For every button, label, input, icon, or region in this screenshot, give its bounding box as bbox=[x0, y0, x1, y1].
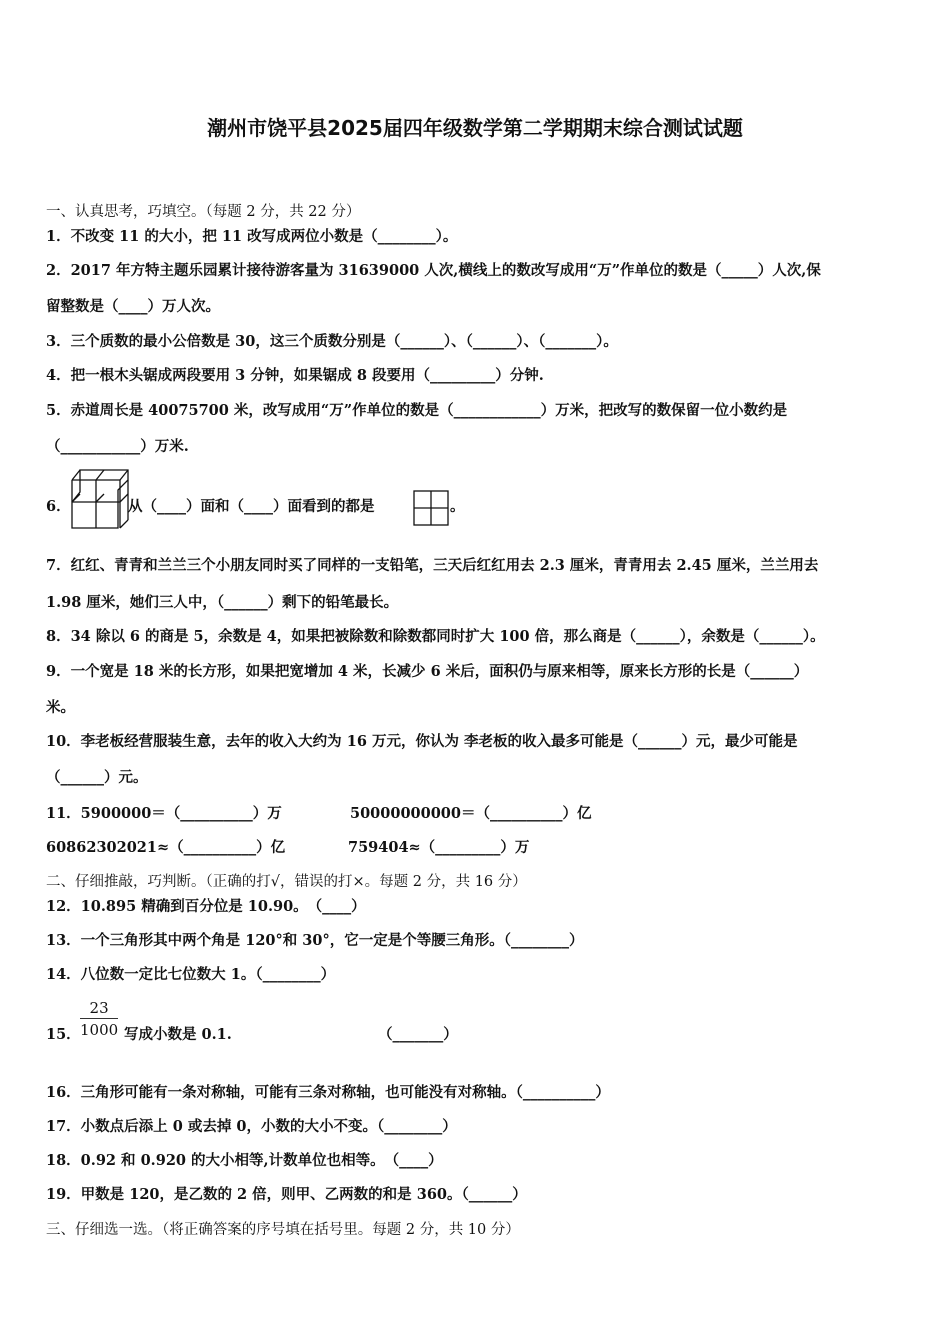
fraction-denominator: 1000 bbox=[80, 1021, 119, 1039]
question-14: 14．八位数一定比七位数大 1。（________） bbox=[46, 966, 336, 983]
question-9-line-1: 9．一个宽是 18 米的长方形，如果把宽增加 4 米，长减少 6 米后，面积仍与原来相等，原来长方形的长是（______） bbox=[46, 663, 809, 680]
question-7-line-2: 1.98 厘米，她们三人中，（______）剩下的铅笔最长。 bbox=[46, 594, 399, 611]
question-16: 16．三角形可能有一条对称轴，可能有三条对称轴，也可能没有对称轴。（__________） bbox=[46, 1084, 610, 1101]
question-11-part-3: 60862302021≈（__________）亿 bbox=[46, 839, 286, 856]
question-17: 17．小数点后添上 0 或去掉 0，小数的大小不变。（________） bbox=[46, 1118, 457, 1135]
question-1: 1．不改变 11 的大小，把 11 改写成两位小数是（________）。 bbox=[46, 228, 458, 245]
question-11-part-2: 50000000000＝（__________）亿 bbox=[350, 805, 592, 822]
question-6-text: 从（____）面和（____）面看到的都是 bbox=[128, 498, 375, 515]
fraction bbox=[80, 998, 118, 1041]
question-15-text: 写成小数是 0.1. bbox=[124, 1026, 232, 1043]
question-13: 13．一个三角形其中两个角是 120°和 30°，它一定是个等腰三角形。（________） bbox=[46, 932, 584, 949]
question-2-line-1: 2．2017 年方特主题乐园累计接待游客量为 31639000 人次,横线上的数改写成用“万”作单位的数是（_____）人次,保 bbox=[46, 262, 821, 279]
question-10-line-2: （______）元。 bbox=[46, 769, 148, 786]
question-15-number: 15． bbox=[46, 1026, 81, 1043]
question-6-number: 6． bbox=[46, 498, 71, 515]
question-5-line-2: （___________）万米. bbox=[46, 438, 189, 455]
question-15-blank: （_______） bbox=[378, 1026, 458, 1043]
page-title: 潮州市饶平县2025届四年级数学第二学期期末综合测试试题 bbox=[207, 116, 743, 140]
question-18: 18．0.92 和 0.920 的大小相等,计数单位也相等。 （____） bbox=[46, 1152, 443, 1169]
question-7-line-1: 7．红红、青青和兰兰三个小朋友同时买了同样的一支铅笔，三天后红红用去 2.3 厘米，青青用去 2.45 厘米，兰兰用去 bbox=[46, 557, 819, 574]
question-8: 8．34 除以 6 的商是 5，余数是 4，如果把被除数和除数都同时扩大 100 倍，那么商是（______），余数是（______）。 bbox=[46, 628, 825, 645]
question-11-part-4: 759404≈（_________）万 bbox=[348, 839, 530, 856]
section-3-heading: 三、仔细选一选。（将正确答案的序号填在括号里。每题 2 分，共 10 分） bbox=[46, 1222, 520, 1238]
square-grid-figure bbox=[413, 490, 449, 526]
question-10-line-1: 10．李老板经营服装生意，去年的收入大约为 16 万元，你认为 李老板的收入最多可能是（______）元，最少可能是 bbox=[46, 733, 798, 750]
cube-stack-figure bbox=[70, 468, 130, 530]
question-5-line-1: 5．赤道周长是 40075700 米，改写成用“万”作单位的数是（____________）万米，把改写的数保留一位小数约是 bbox=[46, 402, 788, 419]
question-12: 12．10.895 精确到百分位是 10.90。 （____） bbox=[46, 898, 366, 915]
fraction-numerator: 23 bbox=[80, 998, 118, 1019]
question-19: 19．甲数是 120，是乙数的 2 倍，则甲、乙两数的和是 360。（______） bbox=[46, 1186, 527, 1203]
question-9-line-2: 米。 bbox=[46, 699, 75, 716]
question-11-part-1: 11．5900000＝（__________）万 bbox=[46, 805, 282, 822]
section-1-heading: 一、认真思考，巧填空。（每题 2 分，共 22 分） bbox=[46, 204, 361, 220]
question-4: 4．把一根木头锯成两段要用 3 分钟，如果锯成 8 段要用（_________）分钟. bbox=[46, 367, 544, 384]
question-3: 3．三个质数的最小公倍数是 30，这三个质数分别是（______）、（______）、（_______）。 bbox=[46, 333, 618, 350]
question-6-end: 。 bbox=[450, 498, 465, 515]
question-2-line-2: 留整数是（____）万人次。 bbox=[46, 298, 220, 315]
section-2-heading: 二、仔细推敲，巧判断。（正确的打√，错误的打×。每题 2 分，共 16 分） bbox=[46, 874, 527, 890]
